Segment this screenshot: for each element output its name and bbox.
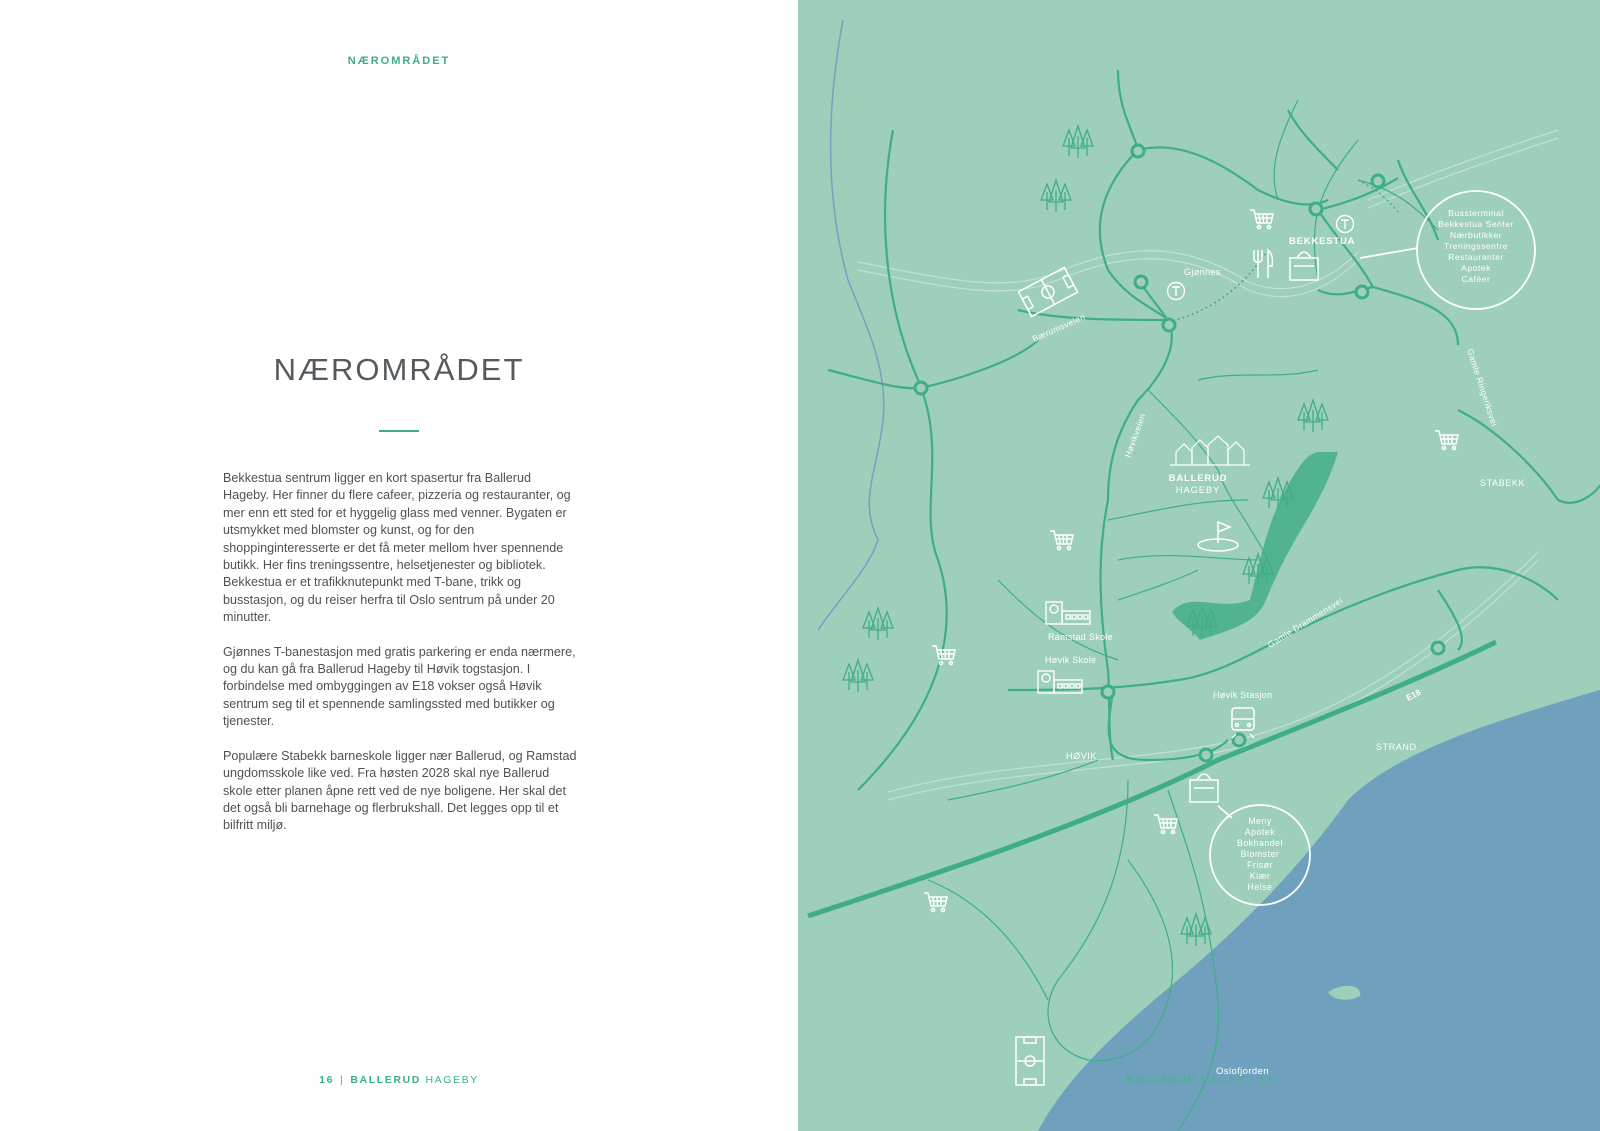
bekkestua-service-6: Caféer xyxy=(1461,274,1491,284)
label-gjonnes: Gjønnes xyxy=(1184,267,1221,277)
label-gamle-ringeriksvei: Gamle Ringeriksvei xyxy=(1465,347,1500,428)
paragraph-bekkestua: Bekkestua sentrum ligger en kort spasertur fra Ballerud Hageby. Her finner du flere cafeer, pizzeria og restauranter, og mer enn ett sted for et hyggelig glass med venner. Bygaten er utsmykket med blomster og kunst, og for den shoppinginteresserte er det få meter mellom hver spennende butikk. Her fins treningssentre, helsetjenester og bibliotek. Bekkestua er et trafikknutepunkt med T-bane, trikk og busstasjon, og du reiser herfra til Oslo sentrum på under 20 minutter. xyxy=(223,471,571,625)
hovik-service-1: Apotek xyxy=(1244,827,1276,837)
bekkestua-service-5: Apotek xyxy=(1461,263,1491,273)
footer-brand-thin: HAGEBY xyxy=(425,1074,479,1086)
football-field-icon xyxy=(1016,267,1078,1085)
page-title: NÆROMRÅDET xyxy=(273,352,525,387)
hovik-services-callout xyxy=(1210,805,1310,905)
junction-nodes xyxy=(915,145,1444,761)
footer-brand-bold: BALLERUD xyxy=(350,1074,421,1086)
right-footer-brand-bold: BALLERUD xyxy=(1126,1074,1197,1086)
golf-flag-icon xyxy=(1198,522,1238,551)
label-hageby: HAGEBY xyxy=(1175,485,1221,496)
hovik-service-2: Bokhandel xyxy=(1236,838,1284,848)
label-hovik-skole: Høvik Skole xyxy=(1045,655,1097,665)
bekkestua-service-3: Treningssentre xyxy=(1443,241,1509,251)
hovik-service-6: Helse xyxy=(1247,882,1273,892)
hovik-service-4: Frisør xyxy=(1247,860,1273,870)
bekkestua-service-0: Bussterminal xyxy=(1448,208,1504,218)
label-ramstad-skole: Ramstad Skole xyxy=(1048,632,1113,642)
area-map xyxy=(798,0,1600,1131)
label-ballerud: BALLERUD xyxy=(1168,473,1228,484)
bekkestua-service-2: Nærbutikker xyxy=(1449,230,1503,240)
right-page-footer xyxy=(1126,1074,1274,1086)
label-strand: STRAND xyxy=(1376,742,1417,752)
body-text xyxy=(223,470,578,852)
label-hovik-stasjon: Høvik Stasjon xyxy=(1213,690,1273,700)
paragraph-gjonnes: Gjønnes T-banestasjon med gratis parkering er enda nærmere, og du kan gå fra Ballerud Hageby til Høvik togstasjon. I forbindelse med ombyggingen av E18 vokser også Høvik sentrum seg til et spennende samlingssted med butikker og tjenester. xyxy=(223,644,576,729)
bekkestua-service-1: Bekkestua Senter xyxy=(1438,219,1514,229)
label-stabekk: STABEKK xyxy=(1480,478,1526,488)
restaurant-icon xyxy=(1254,250,1273,278)
right-footer-brand-thin: HAGEBY xyxy=(1201,1074,1255,1086)
hovik-service-0: Meny xyxy=(1248,816,1272,826)
section-kicker: NÆROMRÅDET xyxy=(347,55,451,67)
page-number: 16 xyxy=(319,1074,335,1086)
label-hovikveien: Høvikveien xyxy=(1122,411,1148,459)
hovik-service-3: Blomster xyxy=(1240,849,1280,859)
right-page-number: 17 xyxy=(1258,1074,1274,1086)
stream xyxy=(818,20,884,630)
label-baerumsveien: Bærumsveien xyxy=(1030,311,1087,344)
school-icon xyxy=(1038,602,1090,693)
left-page xyxy=(0,0,798,1131)
map-page xyxy=(798,0,1600,1131)
bekkestua-service-4: Restauranter xyxy=(1448,252,1504,262)
label-bekkestua: BEKKESTUA xyxy=(1289,236,1356,247)
label-hovik: HØVIK xyxy=(1066,751,1098,761)
label-gamle-drammensvei: Gamle Drammensvei xyxy=(1265,595,1345,650)
label-e18: E18 xyxy=(1404,687,1423,703)
paragraph-schools: Populære Stabekk barneskole ligger nær Ballerud, og Ramstad ungdomsskole like ved. Fra høsten 2028 skal nye Ballerud skole etter planen åpne rett ved de nye boligene. Her skal det det også bli barnehage og flerbrukshall. Det legges opp til et bilfritt miljø. xyxy=(223,748,577,833)
main-roads xyxy=(828,70,1600,790)
ballerud-houses-icon xyxy=(1170,436,1250,465)
label-oslofjorden: Oslofjorden xyxy=(1216,1066,1269,1077)
page-footer: 16 | BALLERUD HAGEBY xyxy=(319,1074,479,1086)
hovik-service-5: Klær xyxy=(1249,871,1271,881)
title-divider xyxy=(379,430,419,432)
